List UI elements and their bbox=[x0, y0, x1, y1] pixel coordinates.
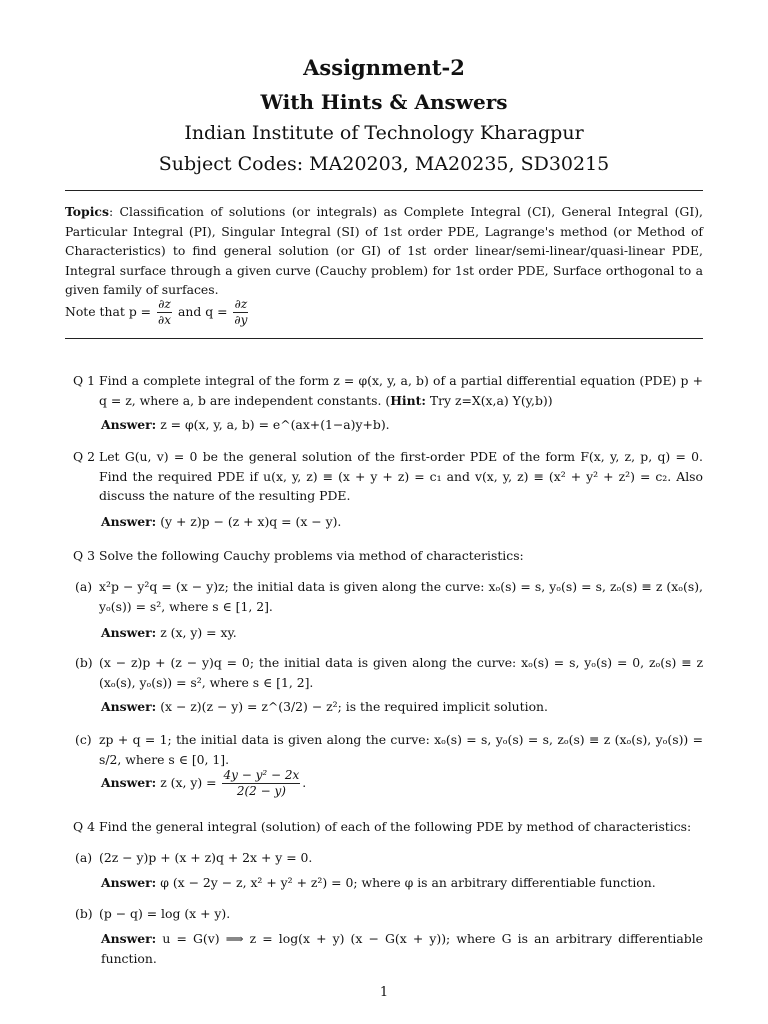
q4b-answer-text: u = G(v) ⟹ z = log(x + y) (x − G(x + y)); where G is an arbitrary differentiable function. bbox=[101, 931, 703, 966]
q3c-answer-denominator: 2(2 − y) bbox=[236, 784, 286, 798]
top-divider bbox=[65, 190, 703, 191]
q4a-answer bbox=[101, 873, 701, 893]
q2-answer-label: Answer: bbox=[101, 514, 157, 529]
p-numerator: ∂z bbox=[158, 297, 171, 311]
q4b-text: (p − q) = log (x + y). bbox=[99, 906, 231, 921]
q3b-answer bbox=[101, 697, 701, 717]
subject-codes: Subject Codes: MA20203, MA20235, SD30215 bbox=[158, 153, 610, 175]
q4a-answer-label: Answer: bbox=[101, 875, 157, 890]
q4a-answer-text: φ (x − 2y − z, x² + y² + z²) = 0; where φ is an arbitrary differentiable function. bbox=[160, 875, 656, 890]
q1-label: Q 1 bbox=[73, 373, 95, 388]
q4b-answer bbox=[101, 929, 703, 968]
notation-note bbox=[65, 297, 250, 328]
topics-paragraph bbox=[65, 202, 703, 300]
topics-label: Topics bbox=[65, 204, 109, 219]
q3c-answer-numerator: 4y − y² − 2x bbox=[223, 768, 300, 782]
q3c-answer: Answer: z (x, y) = $\frac{\text{4y − y² − 2x}}{2(2 - y)}$ . bbox=[101, 768, 307, 798]
q-denominator: ∂y bbox=[234, 313, 248, 327]
assignment-title: Assignment-2 bbox=[303, 55, 465, 80]
q1-hint-text: Try z=X(x,a) Y(y,b)) bbox=[425, 392, 553, 408]
q3-label: Q 3 bbox=[73, 548, 95, 563]
q3b-answer-label: Answer: bbox=[101, 699, 157, 714]
q2-text: Let G(u, v) = 0 be the general solution of the first-order PDE of the form F(x, y, z, p, q) = 0. Find the required PDE if u(x, y, z) ≡ (x + y + z) = c₁ and v(x, y, z) ≡ (x² + y² + z²) = c₂. Also discuss the nature of the resulting PDE. bbox=[99, 449, 703, 503]
q1-answer-text: z = φ(x, y, a, b) = e^(ax+(1−a)y+b). bbox=[160, 417, 390, 432]
q-numerator: ∂z bbox=[234, 297, 248, 311]
page-number: 1 bbox=[379, 985, 389, 1000]
q4a-text: (2z − y)p + (x + z)q + 2x + y = 0. bbox=[99, 850, 313, 865]
q-fraction bbox=[233, 297, 248, 328]
q2-answer bbox=[101, 512, 701, 532]
q3b-label: (b) bbox=[75, 655, 93, 670]
q2-label: Q 2 bbox=[73, 449, 95, 464]
q1-question: Find a complete integral of the form z = φ(x, y, a, b) of a partial differential equation (PDE) p + q = z, where a, b are independent constants. ( bbox=[99, 373, 703, 408]
bottom-divider bbox=[65, 338, 703, 339]
q3c-answer-prefix: z (x, y) = bbox=[160, 775, 217, 790]
q3a-text: x²p − y²q = (x − y)z; the initial data is given along the curve: xₒ(s) = s, yₒ(s) = s, zₒ(s) ≡ z (xₒ(s), yₒ(s)) = s², where s ∈ [1, 2]. bbox=[99, 579, 703, 614]
institute-name: Indian Institute of Technology Kharagpur bbox=[184, 122, 584, 144]
topics-text: : Classification of solutions (or integrals) as Complete Integral (CI), General Integral (GI), Particular Integral (PI), Singular Integral (SI) of 1st order PDE, Lagrange's method (or Method of Characteristics) to find general solution (or GI) of 1st order linear/semi-linear/quasi-linear PDE, Integral surface through a given curve (Cauchy problem) for 1st order PDE, Surface orthogonal to a given family of surfaces. bbox=[65, 204, 703, 297]
q1-answer-label: Answer: bbox=[101, 417, 157, 432]
q4-label: Q 4 bbox=[73, 819, 95, 834]
q3a-answer bbox=[101, 623, 701, 643]
q3c-text: zp + q = 1; the initial data is given along the curve: xₒ(s) = s, yₒ(s) = s, zₒ(s) ≡ z (xₒ(s), yₒ(s)) = s/2, where s ∈ [0, 1]. bbox=[99, 732, 703, 767]
q4b-label: (b) bbox=[75, 906, 93, 921]
q3c-answer-fraction bbox=[222, 768, 300, 799]
q4b-answer-label: Answer: bbox=[101, 931, 157, 946]
p-fraction bbox=[157, 297, 172, 328]
q3-text: Solve the following Cauchy problems via method of characteristics: bbox=[99, 548, 524, 563]
p-denominator: ∂x bbox=[158, 313, 172, 327]
q3a-answer-label: Answer: bbox=[101, 625, 157, 640]
q3a-answer-text: z (x, y) = xy. bbox=[160, 625, 237, 640]
note-prefix: Note that p = bbox=[65, 304, 152, 319]
q3b-text: (x − z)p + (z − y)q = 0; the initial data is given along the curve: xₒ(s) = s, yₒ(s) = 0, zₒ(s) ≡ z (xₒ(s), yₒ(s)) = s², where s ∈ [1, 2]. bbox=[99, 655, 703, 690]
note-and: and q = bbox=[177, 304, 228, 319]
q1-hint-label: Hint: bbox=[390, 392, 426, 408]
q3a-label: (a) bbox=[75, 579, 93, 594]
q2-answer-text: (y + z)p − (z + x)q = (x − y). bbox=[160, 514, 342, 529]
q3c-answer-label: Answer: bbox=[101, 775, 157, 790]
q1-answer bbox=[101, 415, 701, 435]
q4-text: Find the general integral (solution) of each of the following PDE by method of characteristics: bbox=[99, 819, 692, 834]
q3b-answer-text: (x − z)(z − y) = z^(3/2) − z²; is the required implicit solution. bbox=[160, 699, 548, 714]
q3c-label: (c) bbox=[75, 732, 92, 747]
q4a-label: (a) bbox=[75, 850, 93, 865]
assignment-subtitle: With Hints & Answers bbox=[260, 90, 508, 114]
q1-text bbox=[99, 371, 703, 410]
